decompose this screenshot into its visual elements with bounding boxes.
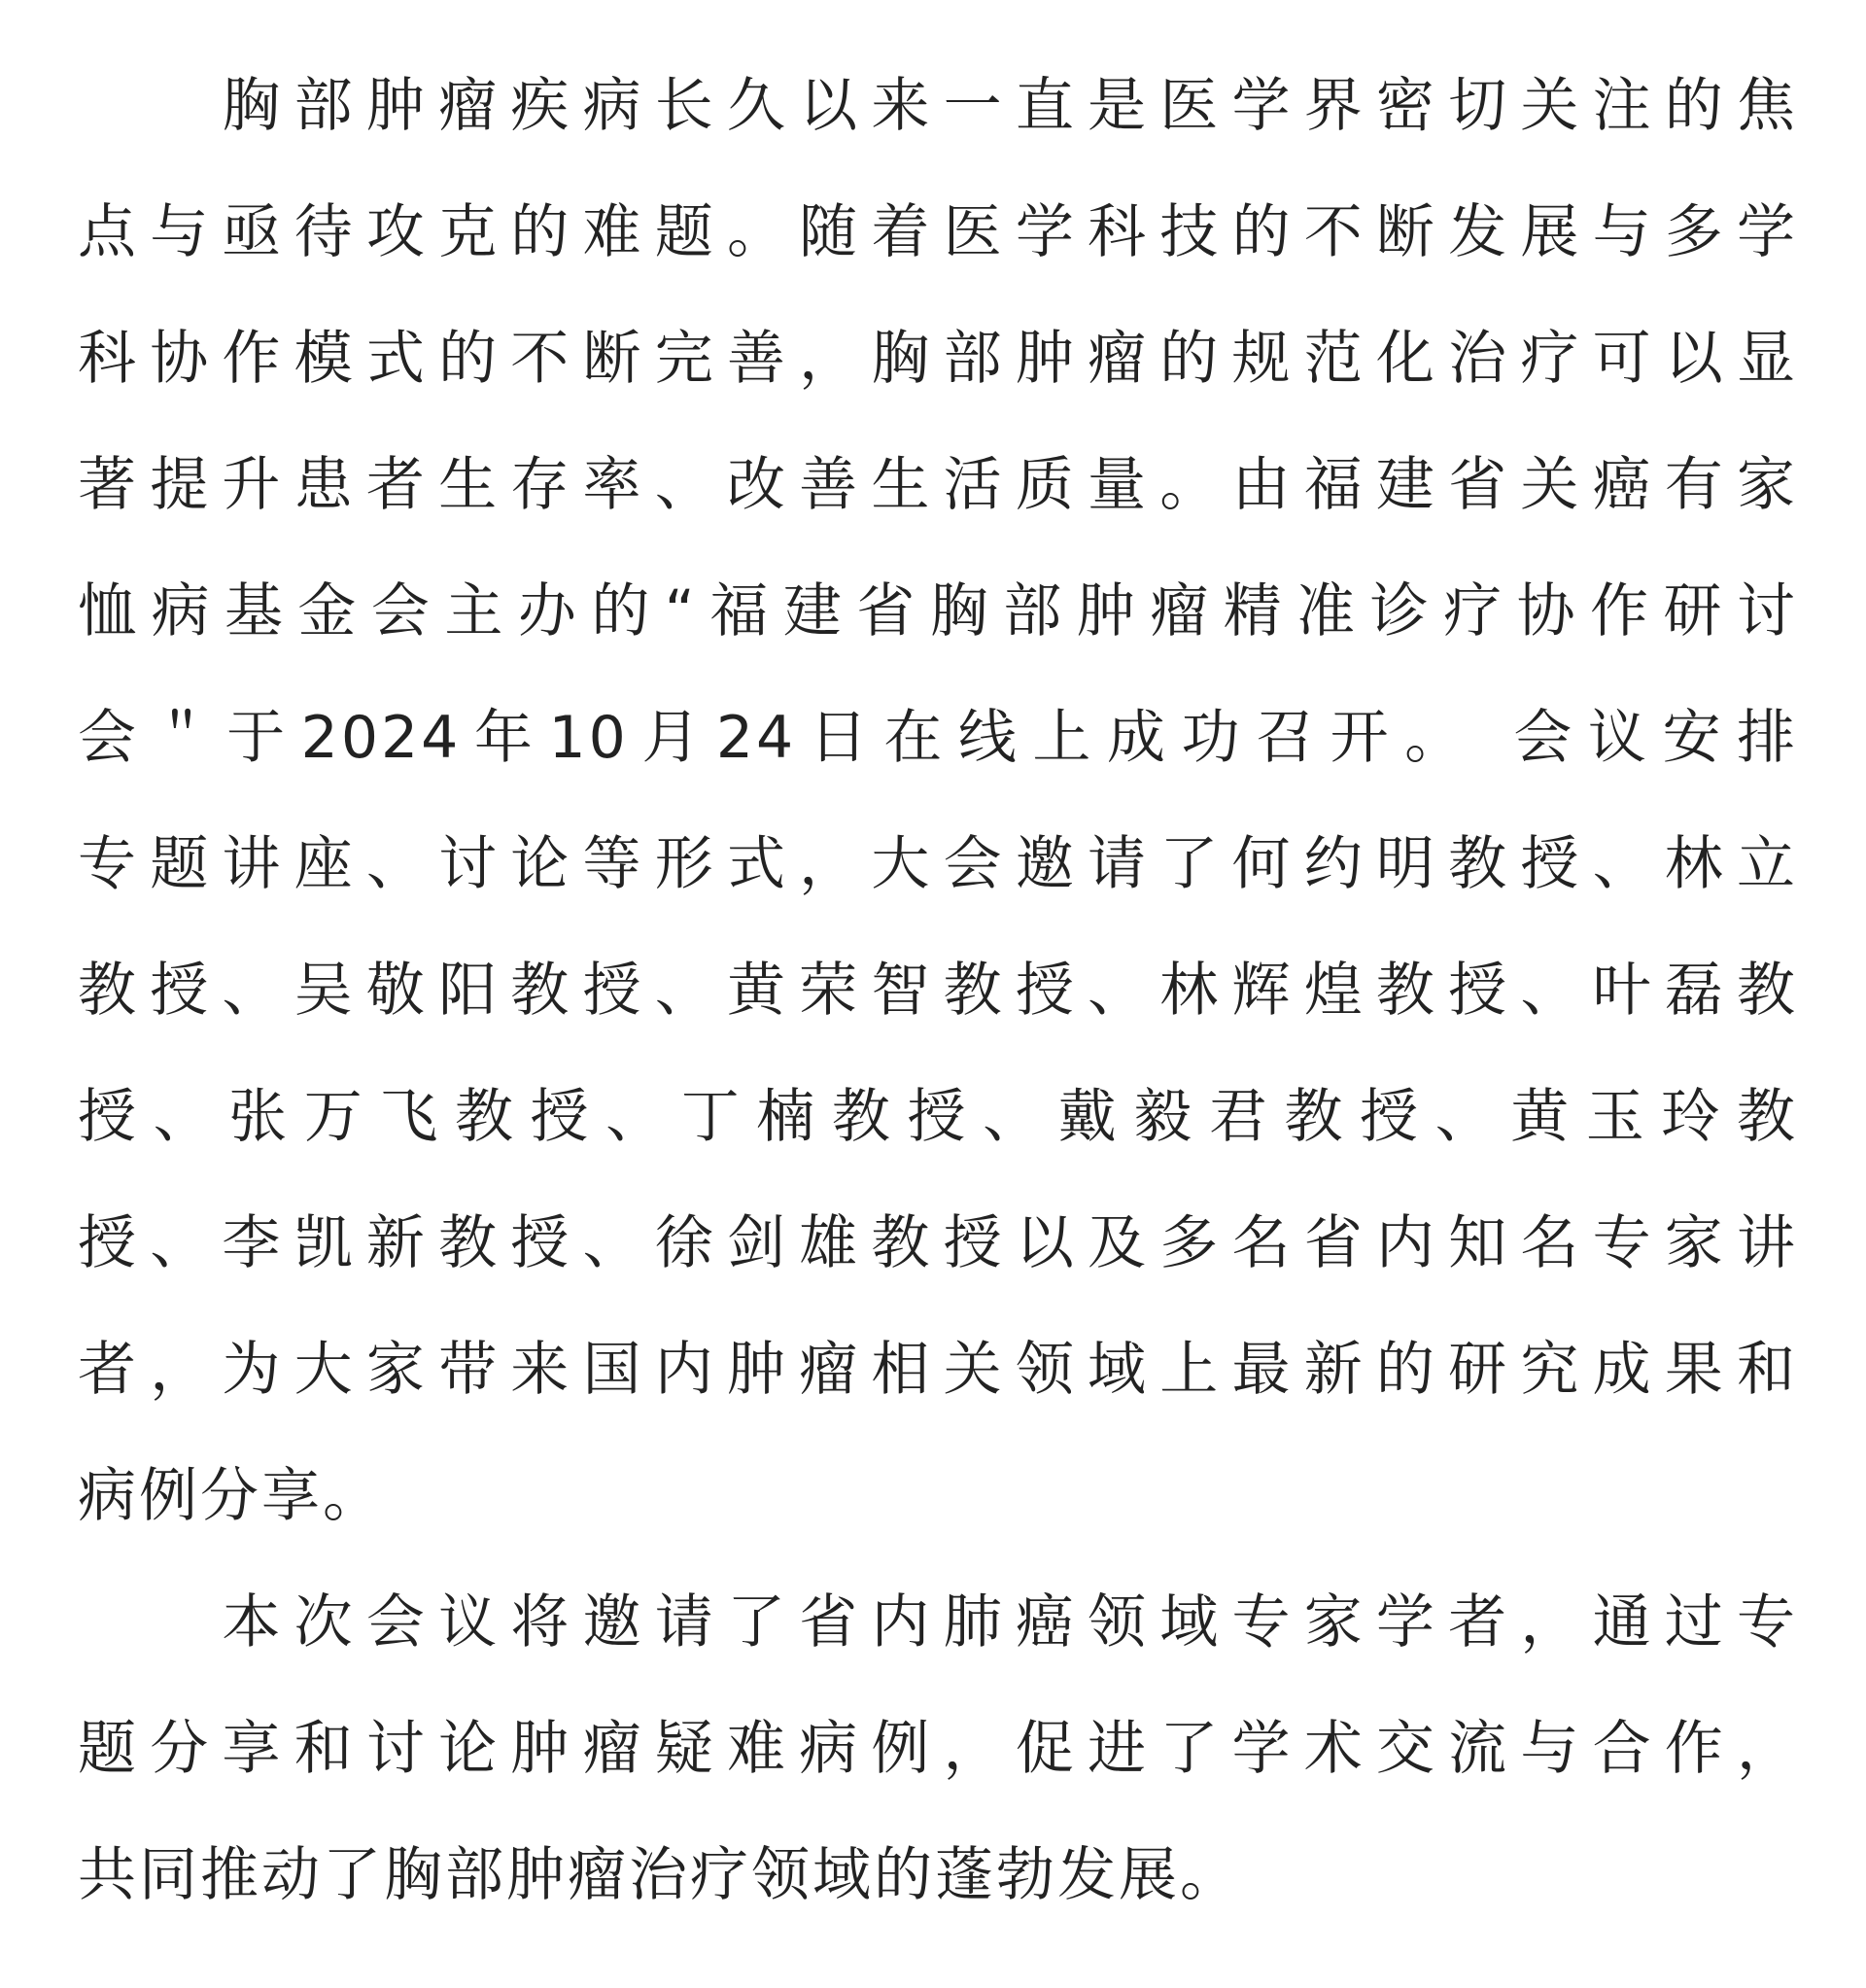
text-line: 授、张万飞教授、丁楠教授、戴毅君教授、黄玉玲教	[78, 1083, 1798, 1151]
text-line: 本次会议将邀请了省内肺癌领域专家学者，通过专	[78, 1588, 1798, 1657]
text-line: 共同推动了胸部肿瘤治疗领域的蓬勃发展。	[78, 1841, 1241, 1909]
paragraph-conference-summary	[78, 1559, 1798, 1938]
paragraph-conference-intro	[78, 43, 1798, 1559]
text-line: 点与亟待攻克的难题。随着医学科技的不断发展与多学	[78, 198, 1798, 266]
text-line: 病例分享。	[78, 1462, 384, 1530]
text-line: 授、李凯新教授、徐剑雄教授以及多名省内知名专家讲	[78, 1209, 1798, 1277]
text-line: 教授、吴敬阳教授、黄荣智教授、林辉煌教授、叶磊教	[78, 957, 1798, 1025]
text-line: 题分享和讨论肿瘤疑难病例，促进了学术交流与合作，	[78, 1715, 1798, 1783]
text-line: 会＂于2024年10月24日在线上成功召开。 会议安排	[78, 704, 1798, 772]
text-line: 专题讲座、讨论等形式，大会邀请了何约明教授、林立	[78, 830, 1798, 898]
text-line: 恤病基金会主办的“福建省胸部肿瘤精准诊疗协作研讨	[78, 577, 1798, 645]
text-line: 科协作模式的不断完善，胸部肿瘤的规范化治疗可以显	[78, 325, 1798, 393]
document-body	[78, 43, 1798, 1938]
text-line: 著提升患者生存率、改善生活质量。由福建省关癌有家	[78, 451, 1798, 519]
text-line: 胸部肿瘤疾病长久以来一直是医学界密切关注的焦	[78, 72, 1798, 140]
text-line: 者，为大家带来国内肿瘤相关领域上最新的研究成果和	[78, 1336, 1798, 1404]
